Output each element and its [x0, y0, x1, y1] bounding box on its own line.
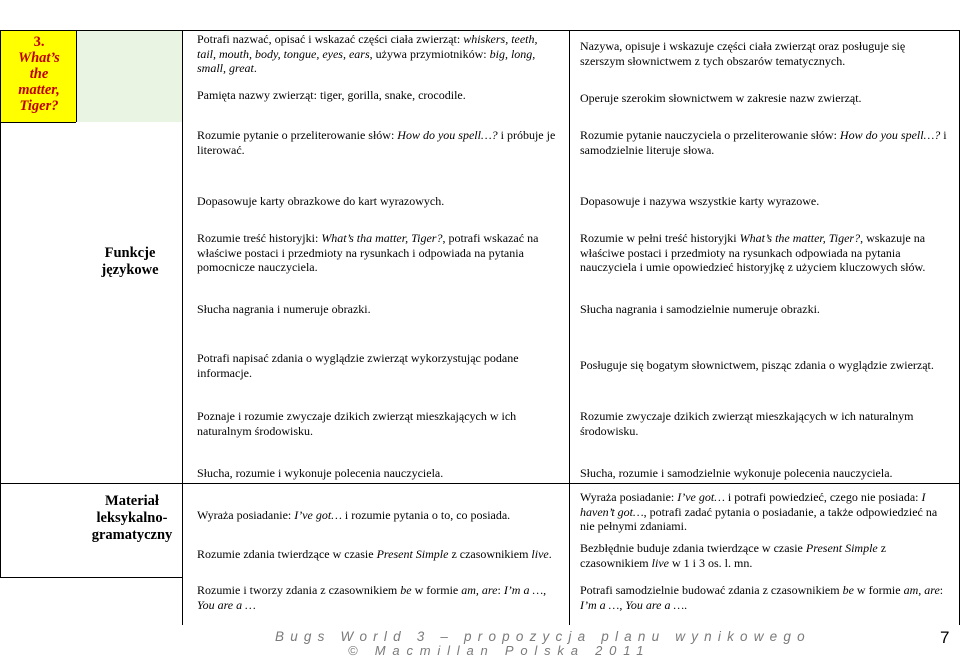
footer-book-title: Bugs World 3 – propozycja planu wynikowego [275, 629, 811, 644]
advanced-requirement: Słucha nagrania i samodzielnie numeruje obrazki. [580, 302, 820, 316]
unit-title-line: the [29, 66, 49, 82]
basic-requirement: Słucha nagrania i numeruje obrazki. [197, 302, 371, 316]
advanced-requirement: Rozumie zwyczaje dzikich zwierząt mieszkających w ich naturalnym środowisku. [580, 409, 914, 438]
page-number: 7 [940, 628, 950, 647]
unit-title [4, 34, 74, 114]
advanced-requirement: Rozumie w pełni treść historyjki What’s the matter, Tiger?, wskazuje na właściwe postaci i przedmioty na rysunkach odpowiada na pytania nauczyciela i umie opowiedzieć historyjkę z użyciem kluczowych słów. [580, 231, 926, 274]
advanced-requirement: Posługuje się bogatym słownictwem, pisząc zdania o wyglądzie zwierząt. [580, 358, 934, 372]
basic-requirement: Pamięta nazwy zwierząt: tiger, gorilla, snake, crocodile. [197, 88, 466, 102]
basic-requirement: Potrafi nazwać, opisać i wskazać części ciała zwierząt: whiskers, teeth, tail, mouth, body, tongue, eyes, ears, używa przymiotników: big, long, small, great. [197, 32, 538, 75]
advanced-requirement: Wyraża posiadanie: I’ve got… i potrafi powiedzieć, czego nie posiada: I haven’t got…, potrafi zadać pytania o posiadanie, a także odpowiedzieć na nie pełnymi zdaniami. [580, 490, 938, 533]
basic-requirement: Rozumie pytanie o przeliterowanie słów: How do you spell…? i próbuje je literować. [197, 128, 556, 157]
unit-number: 3. [33, 34, 45, 50]
basic-requirement: Słucha, rozumie i wykonuje polecenia nauczyciela. [197, 466, 444, 480]
unit-title-line: matter, [18, 82, 60, 98]
advanced-requirement: Operuje szerokim słownictwem w zakresie nazw zwierząt. [580, 91, 862, 105]
unit-cell-green-strip [76, 30, 182, 122]
advanced-requirement: Potrafi samodzielnie budować zdania z czasownikiem be w formie am, are: I’m a …, You are a …. [580, 583, 944, 612]
advanced-requirement: Nazywa, opisuje i wskazuje części ciała zwierząt oraz posługuje się szerszym słownictwem z tych obszarów tematycznych. [580, 39, 906, 68]
advanced-requirement: Dopasowuje i nazywa wszystkie karty wyrazowe. [580, 194, 820, 208]
advanced-requirement: Słucha, rozumie i samodzielnie wykonuje polecenia nauczyciela. [580, 466, 893, 480]
unit-title-line: What’s [18, 50, 60, 66]
advanced-requirement: Bezbłędnie buduje zdania twierdzące w czasie Present Simple z czasownikiem live w 1 i 3 os. l. mn. [580, 541, 887, 570]
basic-requirement: Rozumie zdania twierdzące w czasie Present Simple z czasownikiem live. [197, 547, 552, 561]
section-heading-material: Materiał leksykalno- gramatyczny [91, 493, 173, 543]
basic-requirement: Rozumie i tworzy zdania z czasownikiem be w formie am, are: I’m a …, You are a … [197, 583, 547, 612]
basic-requirement: Potrafi napisać zdania o wyglądzie zwierząt wykorzystując podane informacje. [197, 351, 519, 380]
basic-requirement: Rozumie treść historyjki: What’s tha matter, Tiger?, potrafi wskazać na właściwe postaci i przedmioty na rysunkach i odpowiada na pytania pomocnicze nauczyciela. [197, 231, 539, 274]
advanced-requirement: Rozumie pytanie nauczyciela o przeliterowanie słów: How do you spell…? i samodzielnie literuje słowa. [580, 128, 947, 157]
basic-requirement: Wyraża posiadanie: I’ve got… i rozumie pytania o to, co posiada. [197, 508, 511, 522]
footer-copyright: © Macmillan Polska 2011 [348, 643, 651, 658]
section-heading-funkcje: Funkcje językowe [101, 245, 159, 278]
basic-requirement: Poznaje i rozumie zwyczaje dzikich zwierząt mieszkających w ich naturalnym środowisku. [197, 409, 517, 438]
basic-requirement: Dopasowuje karty obrazkowe do kart wyrazowych. [197, 194, 445, 208]
unit-title-line: Tiger? [19, 98, 59, 114]
